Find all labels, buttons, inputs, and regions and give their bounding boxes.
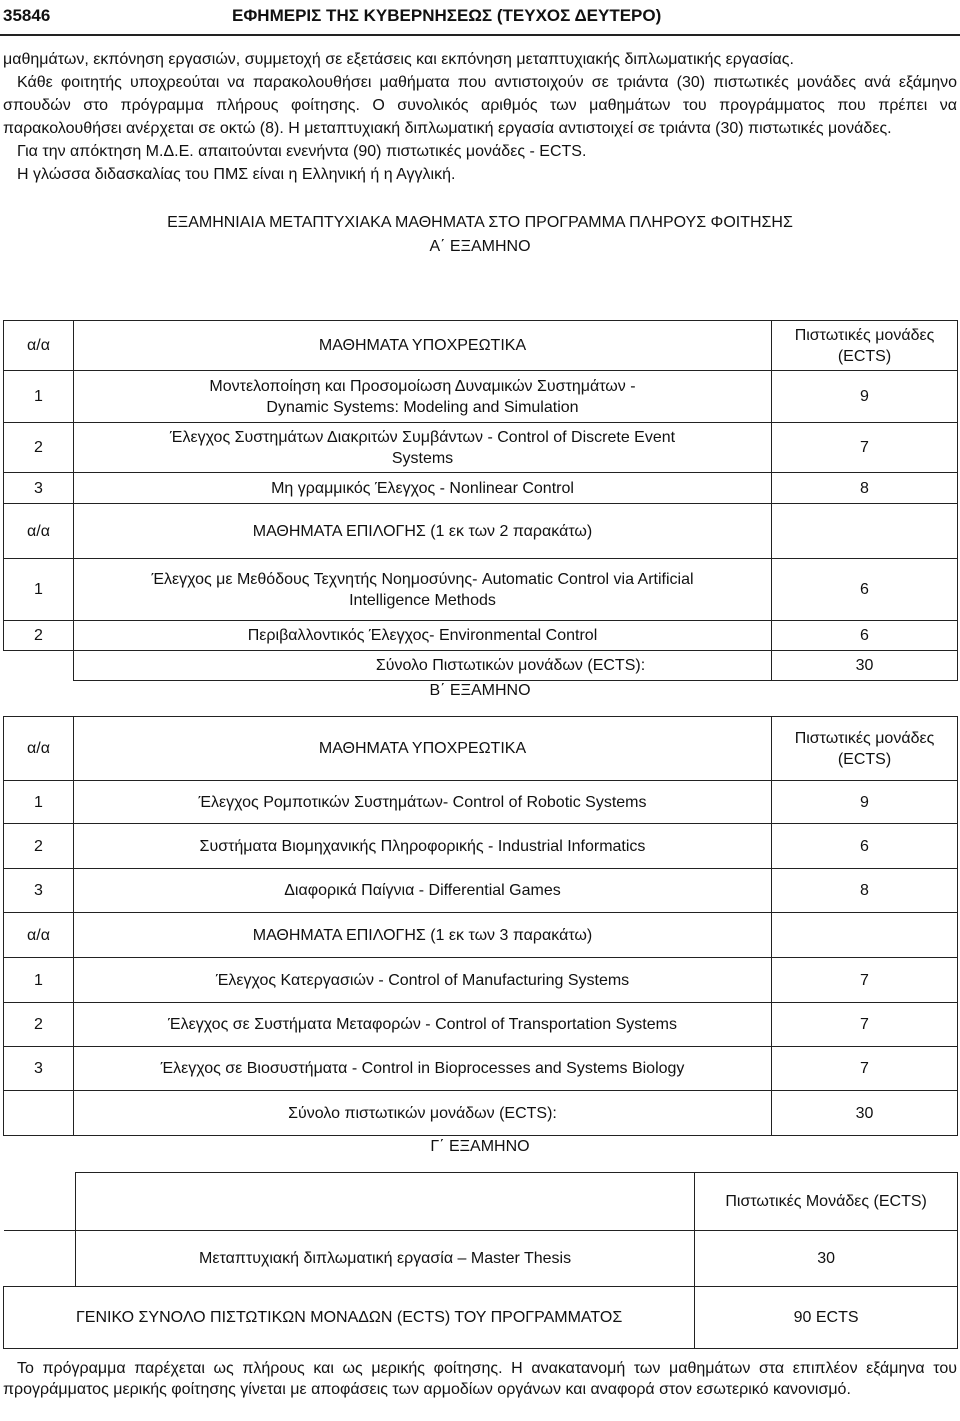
table-row: 3 Μη γραμμικός Έλεγχος - Nonlinear Control 8 bbox=[4, 473, 958, 504]
header-rule bbox=[0, 34, 960, 36]
intro-paragraph-3: Για την απόκτηση Μ.Δ.Ε. απαιτούνται ενενήντα (90) πιστωτικές μονάδες - ECTS. bbox=[17, 143, 587, 160]
grand-total-value: 90 ECTS bbox=[695, 1287, 958, 1349]
table-row: 2 Συστήματα Βιομηχανικής Πληροφορικής - Industrial Informatics 6 bbox=[4, 824, 958, 869]
total-value: 30 bbox=[772, 1091, 958, 1136]
total-row bbox=[4, 1091, 958, 1136]
table-row: 1 Έλεγχος με Μεθόδους Τεχνητής Νοημοσύνης- Automatic Control via Artificial Intelligence Methods 6 bbox=[4, 559, 958, 621]
col-mandatory-header: ΜΑΘΗΜΑΤΑ ΥΠΟΧΡΕΩΤΙΚΑ bbox=[74, 321, 772, 371]
total-value: 30 bbox=[772, 651, 958, 681]
table-row: 1 Μοντελοποίηση και Προσομοίωση Δυναμικών Συστημάτων - Dynamic Systems: Modeling and Simulation 9 bbox=[4, 371, 958, 423]
elective-title: ΜΑΘΗΜΑΤΑ ΕΠΙΛΟΓΗΣ (1 εκ των 2 παρακάτω) bbox=[74, 504, 772, 559]
table-row: 2 Έλεγχος Συστημάτων Διακριτών Συμβάντων - Control of Discrete Event Systems 7 bbox=[4, 423, 958, 473]
intro-paragraph-4: Η γλώσσα διδασκαλίας του ΠΜΣ είναι η Ελληνική ή η Αγγλική. bbox=[17, 166, 456, 183]
elective-title: ΜΑΘΗΜΑΤΑ ΕΠΙΛΟΓΗΣ (1 εκ των 3 παρακάτω) bbox=[74, 913, 772, 958]
table-header-row bbox=[4, 321, 958, 371]
semester-b-title: Β΄ ΕΞΑΜΗΝΟ bbox=[429, 682, 531, 699]
semester-b-table bbox=[3, 716, 958, 1136]
table-row: 2 Περιβαλλοντικός Έλεγχος- Environmental Control 6 bbox=[4, 621, 958, 651]
col-mandatory-header: ΜΑΘΗΜΑΤΑ ΥΠΟΧΡΕΩΤΙΚΑ bbox=[74, 717, 772, 781]
intro-paragraph-2: Κάθε φοιτητής υποχρεούται να παρακολουθήσει μαθήματα που αντιστοιχούν σε τριάντα (30) πιστωτικές μονάδες ανά εξάμηνο σπουδών στο πρόγραμμα πλήρους φοίτησης. Ο συνολικός αριθμός των μαθημάτων του προγράμματος που πρέπει να παρακολουθήσει ανέρχεται σε οκτώ (8). Η μεταπτυχιακή διπλωματική εργασία αντιστοιχεί σε τριάντα (30) πιστωτικές μονάδες. bbox=[3, 74, 957, 137]
col-number-header: α/α bbox=[4, 321, 74, 371]
semester-c-table bbox=[3, 1172, 958, 1349]
intro-text bbox=[3, 48, 957, 186]
grand-total-label: ΓΕΝΙΚΟ ΣΥΝΟΛΟ ΠΙΣΤΩΤΙΚΩΝ ΜΟΝΑΔΩΝ (ECTS) ΤΟΥ ΠΡΟΓΡΑΜΜΑΤΟΣ bbox=[4, 1287, 695, 1349]
total-label: Σύνολο πιστωτικών μονάδων (ECTS): bbox=[74, 1091, 772, 1136]
page-number: 35846 bbox=[3, 6, 51, 25]
intro-paragraph-1: μαθημάτων, εκπόνηση εργασιών, συμμετοχή σε εξετάσεις και εκπόνηση μεταπτυχιακής διπλωματικής εργασίας. bbox=[3, 51, 794, 68]
total-label: Σύνολο Πιστωτικών μονάδων (ECTS): bbox=[74, 651, 772, 681]
thesis-label: Μεταπτυχιακή διπλωματική εργασία – Master Thesis bbox=[75, 1231, 694, 1287]
gazette-title: ΕΦΗΜΕΡΙΣ ΤΗΣ ΚΥΒΕΡΝΗΣΕΩΣ (ΤΕΥΧΟΣ ΔΕΥΤΕΡΟ) bbox=[232, 6, 662, 25]
grand-total-row bbox=[4, 1287, 958, 1349]
table-row: 1 Έλεγχος Ρομποτικών Συστημάτων- Control of Robotic Systems 9 bbox=[4, 781, 958, 824]
thesis-credits: 30 bbox=[695, 1231, 958, 1287]
table-header-row bbox=[4, 1173, 958, 1231]
col-credits-header: Πιστωτικές μονάδες (ECTS) bbox=[772, 717, 958, 781]
elective-header-row: α/α ΜΑΘΗΜΑΤΑ ΕΠΙΛΟΓΗΣ (1 εκ των 3 παρακάτω) bbox=[4, 913, 958, 958]
elective-header-row: α/α ΜΑΘΗΜΑΤΑ ΕΠΙΛΟΓΗΣ (1 εκ των 2 παρακάτω) bbox=[4, 504, 958, 559]
page-header bbox=[0, 0, 960, 34]
table-row: 3 Έλεγχος σε Βιοσυστήματα - Control in Bioprocesses and Systems Biology 7 bbox=[4, 1047, 958, 1091]
table-row: 2 Έλεγχος σε Συστήματα Μεταφορών - Control of Transportation Systems 7 bbox=[4, 1003, 958, 1047]
semester-a-title: Α΄ ΕΞΑΜΗΝΟ bbox=[429, 238, 531, 255]
total-row bbox=[4, 651, 958, 681]
col-credits-header: Πιστωτικές μονάδες (ECTS) bbox=[772, 321, 958, 371]
closing-paragraph: Το πρόγραμμα παρέχεται ως πλήρους και ως μερικής φοίτησης. Η ανακατανομή των μαθημάτων στα επιπλέον εξάμηνα του προγράμματος μερικής φοίτησης γίνεται με αποφάσεις των αρμοδίων οργάνων και αναφορά στον εσωτερικό κανονισμό. bbox=[3, 1360, 957, 1398]
col-number-header: α/α bbox=[4, 717, 74, 781]
table-row: 3 Διαφορικά Παίγνια - Differential Games 8 bbox=[4, 869, 958, 913]
semester-c-title: Γ΄ ΕΞΑΜΗΝΟ bbox=[430, 1138, 530, 1155]
program-heading: ΕΞΑΜΗΝΙΑΙΑ ΜΕΤΑΠΤΥΧΙΑΚΑ ΜΑΘΗΜΑΤΑ ΣΤΟ ΠΡΟΓΡΑΜΜΑ ΠΛΗΡΟΥΣ ΦΟΙΤΗΣΗΣ bbox=[167, 214, 793, 231]
table-row: 1 Έλεγχος Κατεργασιών - Control of Manufacturing Systems 7 bbox=[4, 958, 958, 1003]
table-row bbox=[4, 1231, 958, 1287]
col-credits-header: Πιστωτικές Μονάδες (ECTS) bbox=[695, 1173, 958, 1231]
table-header-row bbox=[4, 717, 958, 781]
semester-a-table bbox=[3, 320, 958, 681]
